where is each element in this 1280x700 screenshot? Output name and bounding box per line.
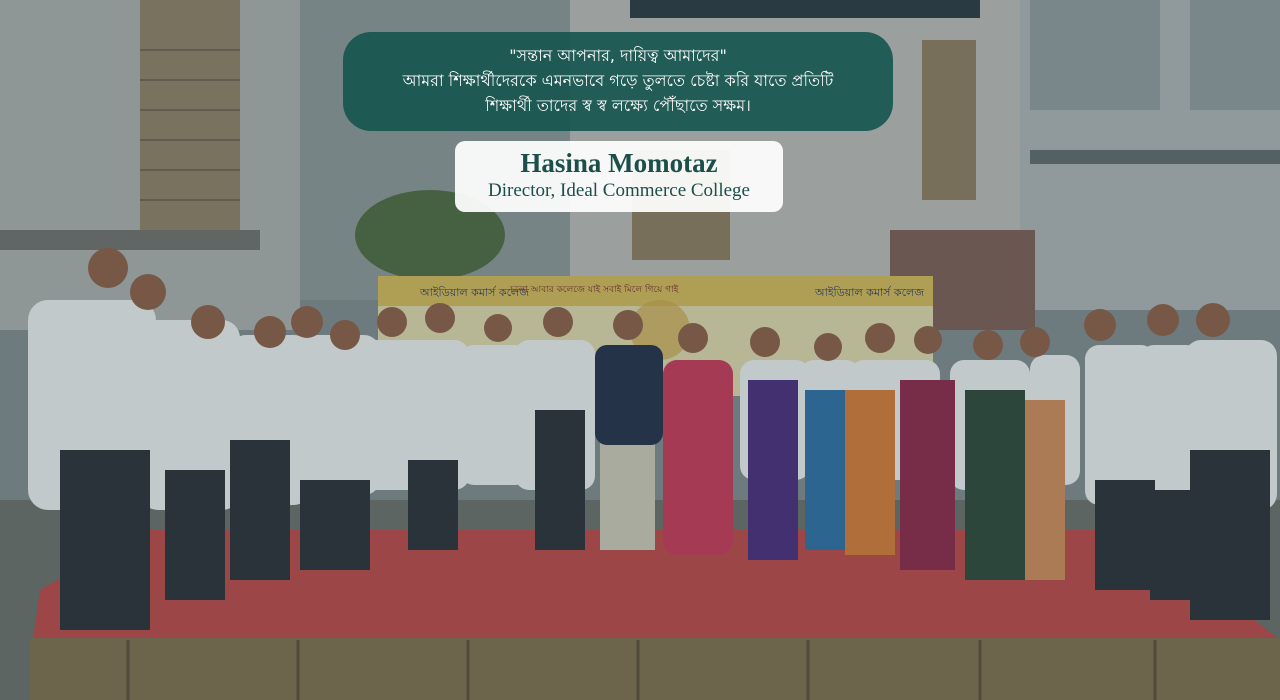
quote-banner — [343, 32, 893, 131]
quote-line-1: "সন্তান আপনার, দায়িত্ব আমাদের" — [509, 46, 727, 65]
quote-line-3: শিক্ষার্থী তাদের স্ব স্ব লক্ষ্যে পৌঁছাতে সক্ষম। — [485, 96, 751, 115]
banner-left-label: আইডিয়াল কমার্স কলেজ — [420, 286, 530, 299]
quote-line-2: আমরা শিক্ষার্থীদেরকে এমনভাবে গড়ে তুলতে চেষ্টা করি যাতে প্রতিটি — [402, 71, 834, 90]
person-name: Hasina Momotaz — [520, 148, 718, 178]
banner-center-label: চলো আবার কলেজে যাই সবাই মিলে গিয়ে গাই — [510, 285, 679, 295]
person-role: Director, Ideal Commerce College — [488, 180, 750, 201]
banner-right-label: আইডিয়াল কমার্স কলেজ — [815, 286, 925, 299]
name-card — [455, 141, 783, 212]
